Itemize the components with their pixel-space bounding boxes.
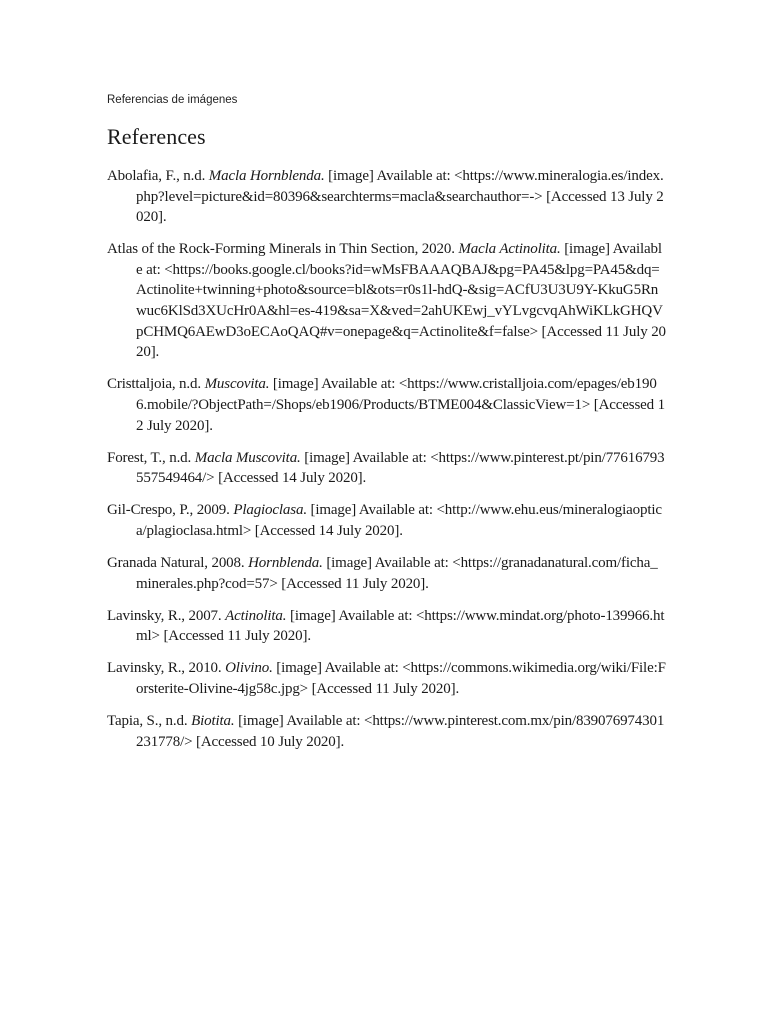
document-page — [107, 92, 667, 764]
reference-author: Atlas of the Rock-Forming Minerals in Thin Section, 2020. — [107, 241, 455, 258]
reference-author: Lavinsky, R., 2007. — [107, 607, 222, 624]
reference-author: Abolafia, F., n.d. — [107, 168, 206, 184]
reference-entry — [107, 166, 667, 228]
reference-author: Gil-Crespo, P., 2009. — [107, 502, 230, 519]
references-heading: References — [107, 124, 206, 149]
reference-author: Lavinsky, R., 2010. — [107, 660, 222, 677]
reference-entry — [107, 711, 667, 752]
reference-title: Macla Muscovita. — [194, 449, 301, 466]
reference-title: Plagioclasa. — [233, 502, 307, 519]
reference-details: [image] Available at: <https://www.mineralogia.es/index.php?level=picture&id=80396&searchterms=macla&searchauthor=-> [Accessed 13 July 2020]. — [136, 168, 664, 226]
reference-title: Olivino. — [225, 660, 273, 677]
reference-title: Biotita. — [191, 713, 235, 730]
reference-list — [107, 166, 667, 752]
reference-details: [image] Available at: <https://www.pinterest.pt/pin/77616793557549464/> [Accessed 14 July 2020]. — [136, 449, 665, 487]
reference-entry — [107, 374, 667, 436]
reference-details: [image] Available at: <https://www.cristalljoia.com/epages/eb1906.mobile/?ObjectPath=/Shops/eb1906/Products/BTME004&ClassicView=1> [Accessed 12 July 2020]. — [136, 376, 665, 434]
reference-author: Cristtaljoia, n.d. — [107, 376, 201, 393]
reference-title: Muscovita. — [204, 376, 270, 393]
reference-title: Actinolita. — [225, 607, 287, 624]
reference-details: [image] Available at: <https://commons.wikimedia.org/wiki/File:Forsterite-Olivine-4jg58c.jpg> [Accessed 11 July 2020]. — [136, 660, 666, 697]
reference-entry — [107, 606, 667, 647]
reference-details: [image] Available at: <https://www.mindat.org/photo-139966.html> [Accessed 11 July 2020]. — [136, 607, 665, 645]
reference-entry — [107, 448, 667, 489]
reference-details: [image] Available at: <http://www.ehu.eus/mineralogiaoptica/plagioclasa.html> [Accessed 14 July 2020]. — [136, 502, 662, 539]
reference-title: Macla Actinolita. — [458, 241, 561, 258]
reference-title: Hornblenda. — [248, 555, 323, 571]
reference-entry — [107, 500, 667, 541]
page-header-note: Referencias de imágenes — [107, 94, 238, 106]
reference-entry — [107, 239, 667, 363]
reference-entry — [107, 658, 667, 699]
reference-entry — [107, 553, 667, 594]
reference-details: [image] Available at: <https://www.pinterest.com.mx/pin/839076974301231778/> [Accessed 10 July 2020]. — [136, 713, 665, 750]
reference-author: Granada Natural, 2008. — [107, 555, 245, 571]
reference-details: [image] Available at: <https://books.google.cl/books?id=wMsFBAAAQBAJ&pg=PA45&lpg=PA45&dq=Actinolite+twinning+photo&source=bl&ots=r0s1l-hdQ-&sig=ACfU3U3U9Y-KkuG5Rnwuc6KlSd3XUcHr0A&hl=es-419&sa=X&ved=2ahUKEwj_vYLvgcvqAhWiKLkGHQVpCHMQ6AEwD3oECAoQAQ#v=onepage&q=Actinolite&f=false> [Accessed 11 July 2020]. — [136, 241, 666, 361]
reference-author: Tapia, S., n.d. — [107, 713, 188, 730]
reference-author: Forest, T., n.d. — [107, 449, 192, 466]
reference-details: [image] Available at: <https://granadanatural.com/ficha_minerales.php?cod=57> [Accessed 11 July 2020]. — [136, 555, 658, 592]
reference-title: Macla Hornblenda. — [208, 168, 325, 184]
